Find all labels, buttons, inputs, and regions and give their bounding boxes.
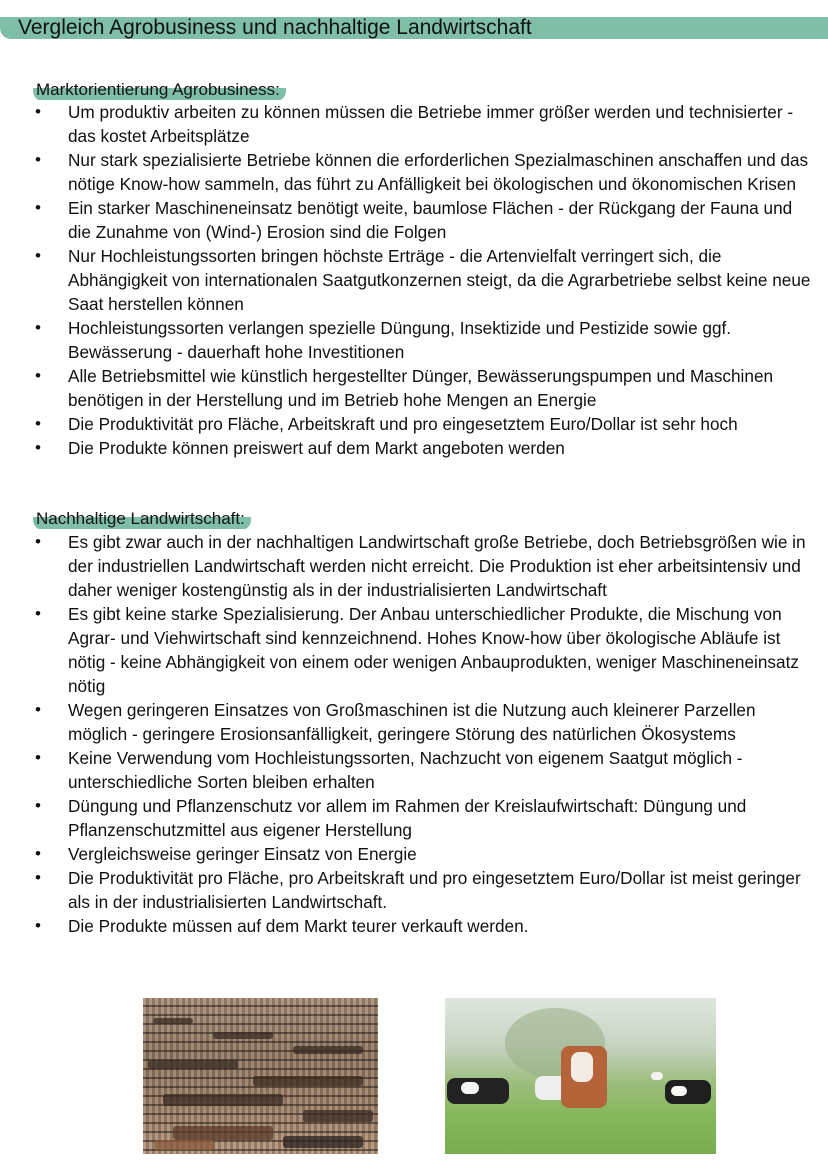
cow-black-right — [665, 1080, 711, 1104]
bullet-icon: • — [35, 532, 41, 551]
bullet-icon: • — [35, 604, 41, 623]
bullet-icon: • — [35, 438, 41, 457]
list-item — [0, 148, 828, 196]
list-item — [0, 100, 828, 148]
bullet-icon: • — [35, 102, 41, 121]
list-item-text: Keine Verwendung vom Hochleistungssorten, Nachzucht von eigenem Saatgut möglich - unterschiedliche Sorten bleiben erhalten — [68, 748, 743, 792]
feedlot-photo — [143, 998, 378, 1154]
list-item-text: Die Produkte können preiswert auf dem Markt angeboten werden — [68, 438, 565, 458]
list-item — [0, 602, 828, 698]
section-heading-agrobusiness: Marktorientierung Agrobusiness: — [33, 79, 286, 101]
list-item — [0, 436, 828, 460]
bullet-icon: • — [35, 150, 41, 169]
list-item-text: Es gibt zwar auch in der nachhaltigen Landwirtschaft große Betriebe, doch Betriebsgrößen wie in der industriellen Landwirtschaft werden nicht erreicht. Die Produktion ist eher arbeitsintensiv und daher weniger kostengünstig als in der industrialisierten Landwirtschaft — [68, 532, 806, 600]
agrobusiness-list — [0, 100, 828, 460]
list-item — [0, 698, 828, 746]
list-item-text: Vergleichsweise geringer Einsatz von Energie — [68, 844, 417, 864]
list-item — [0, 746, 828, 794]
list-item — [0, 914, 828, 938]
bullet-icon: • — [35, 318, 41, 337]
bullet-icon: • — [35, 748, 41, 767]
nachhaltig-list — [0, 530, 828, 938]
list-item-text: Um produktiv arbeiten zu können müssen die Betriebe immer größer werden und technisierter - das kostet Arbeitsplätze — [68, 102, 794, 146]
list-item-text: Die Produktivität pro Fläche, pro Arbeitskraft und pro eingesetztem Euro/Dollar ist meist geringer als in der industrialisierten Landwirtschaft. — [68, 868, 801, 912]
bullet-icon: • — [35, 700, 41, 719]
list-item-text: Nur Hochleistungssorten bringen höchste Erträge - die Artenvielfalt verringert sich, die Abhängigkeit von internationalen Saatgutkonzernen steigt, da die Agrarbetriebe selbst keine neue Saat herstellen können — [68, 246, 811, 314]
list-item — [0, 244, 828, 316]
list-item — [0, 316, 828, 364]
cow-black-white — [447, 1078, 509, 1104]
bullet-icon: • — [35, 246, 41, 265]
bullet-icon: • — [35, 916, 41, 935]
list-item — [0, 412, 828, 436]
list-item — [0, 196, 828, 244]
list-item-text: Alle Betriebsmittel wie künstlich hergestellter Dünger, Bewässerungspumpen und Maschinen benötigen in der Herstellung und im Betrieb hohe Mengen an Energie — [68, 366, 774, 410]
list-item-text: Düngung und Pflanzenschutz vor allem im Rahmen der Kreislaufwirtschaft: Düngung und Pflanzenschutzmittel aus eigener Herstellung — [68, 796, 747, 840]
bullet-icon: • — [35, 796, 41, 815]
bullet-icon: • — [35, 844, 41, 863]
list-item — [0, 364, 828, 412]
list-item-text: Ein starker Maschineneinsatz benötigt weite, baumlose Flächen - der Rückgang der Fauna und die Zunahme von (Wind-) Erosion sind die Folgen — [68, 198, 793, 242]
list-item-text: Die Produkte müssen auf dem Markt teurer verkauft werden. — [68, 916, 529, 936]
bullet-icon: • — [35, 198, 41, 217]
list-item-text: Es gibt keine starke Spezialisierung. Der Anbau unterschiedlicher Produkte, die Mischung von Agrar- und Viehwirtschaft sind kennzeichnend. Hohes Know-how über ökologische Abläufe ist nötig - keine Abhängigkeit von einem oder wenigen Anbauprodukten, weniger Maschineneinsatz nötig — [68, 604, 799, 696]
pasture-cows-photo — [445, 998, 716, 1154]
list-item — [0, 842, 828, 866]
list-item-text: Wegen geringeren Einsatzes von Großmaschinen ist die Nutzung auch kleinerer Parzellen möglich - geringere Erosionsanfälligkeit, geringere Störung des natürlichen Ökosystems — [68, 700, 756, 744]
list-item-text: Hochleistungssorten verlangen spezielle Düngung, Insektizide und Pestizide sowie ggf. Bewässerung - dauerhaft hohe Investitionen — [68, 318, 732, 362]
list-item — [0, 530, 828, 602]
list-item-text: Nur stark spezialisierte Betriebe können die erforderlichen Spezialmaschinen anschaffen und das nötige Know-how sammeln, das führt zu Anfälligkeit bei ökologischen und ökonomischen Krisen — [68, 150, 809, 194]
page-title: Vergleich Agrobusiness und nachhaltige Landwirtschaft — [18, 16, 532, 39]
list-item-text: Die Produktivität pro Fläche, Arbeitskraft und pro eingesetztem Euro/Dollar ist sehr hoch — [68, 414, 738, 434]
list-item — [0, 794, 828, 842]
bullet-icon: • — [35, 414, 41, 433]
bullet-icon: • — [35, 868, 41, 887]
cow-brown-white — [561, 1046, 607, 1108]
bullet-icon: • — [35, 366, 41, 385]
section-heading-nachhaltig: Nachhaltige Landwirtschaft: — [33, 508, 251, 530]
list-item — [0, 866, 828, 914]
